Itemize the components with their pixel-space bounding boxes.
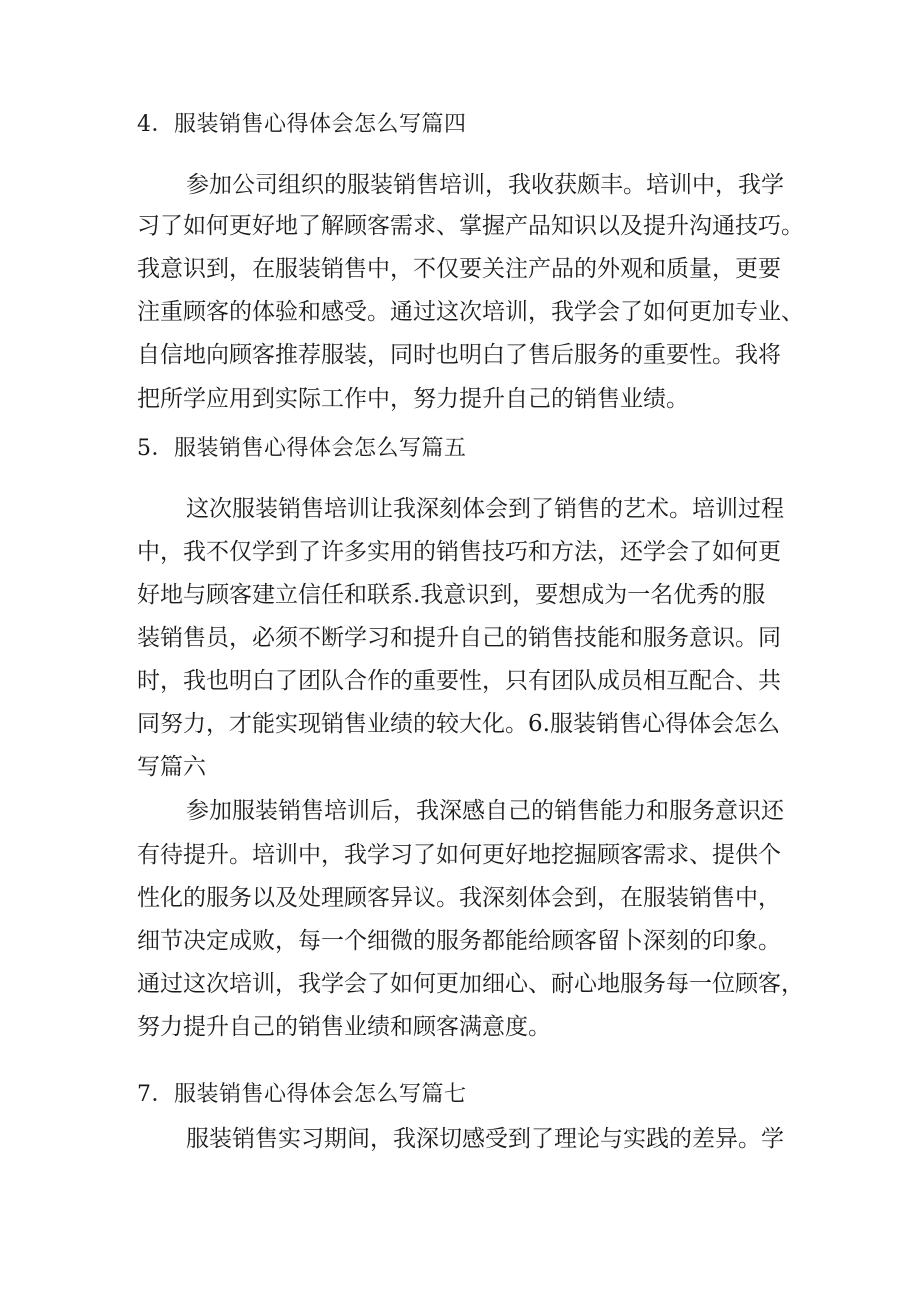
paragraph-line: 我意识到，在服装销售中，不仅要关注产品的外观和质量，更要 [137, 256, 781, 282]
paragraph-line: 自信地向顾客推荐服装，同时也明白了售后服务的重要性。我将 [137, 342, 781, 368]
paragraph-line: 写篇六 [137, 754, 206, 780]
paragraph-line: 有待提升。培训中，我学习了如何更好地挖掘顾客需求、提供个 [137, 842, 781, 868]
paragraph-line: 装销售员，必须不断学习和提升自己的销售技能和服务意识。同 [137, 625, 781, 651]
paragraph-line: 习了如何更好地了解顾客需求、掌握产品知识以及提升沟通技巧。 [137, 213, 804, 239]
paragraph-line: 努力提升自己的销售业绩和顾客满意度。 [137, 1014, 551, 1040]
paragraph-line: 通过这次培训，我学会了如何更加细心、耐心地服务每一位顾客， [137, 971, 804, 997]
paragraph-line: 这次服装销售培训让我深刻体会到了销售的艺术。培训过程 [186, 496, 784, 522]
paragraph-line: 好地与顾客建立信任和联系.我意识到，要想成为一名优秀的服 [137, 582, 766, 608]
section-heading: 7．服装销售心得体会怎么写篇七 [137, 1082, 467, 1107]
paragraph-line: 同努力，才能实现销售业绩的较大化。6.服装销售心得体会怎么 [137, 711, 780, 737]
paragraph-line: 参加服装销售培训后，我深感自己的销售能力和服务意识还 [186, 798, 784, 824]
paragraph-line: 参加公司组织的服装销售培训，我收获颇丰。培训中，我学 [186, 172, 784, 198]
paragraph-line: 时，我也明白了团队合作的重要性，只有团队成员相互配合、共 [137, 668, 781, 694]
paragraph-line: 把所学应用到实际工作中，努力提升自己的销售业绩。 [137, 386, 689, 412]
paragraph-line: 中，我不仅学到了许多实用的销售技巧和方法，还学会了如何更 [137, 539, 781, 565]
paragraph-line: 细节决定成败，每一个细微的服务都能给顾客留卜深刻的印象。 [137, 928, 781, 954]
paragraph-line: 服装销售实习期间，我深切感受到了理论与实践的差异。学 [186, 1126, 784, 1152]
section-heading: 5．服装销售心得体会怎么写篇五 [137, 436, 467, 461]
paragraph-line: 性化的服务以及处理顾客异议。我深刻体会到，在服装销售中， [137, 885, 781, 911]
paragraph-line: 注重顾客的体验和感受。通过这次培训，我学会了如何更加专业、 [137, 299, 804, 325]
section-heading: 4．服装销售心得体会怎么写篇四 [137, 112, 467, 137]
